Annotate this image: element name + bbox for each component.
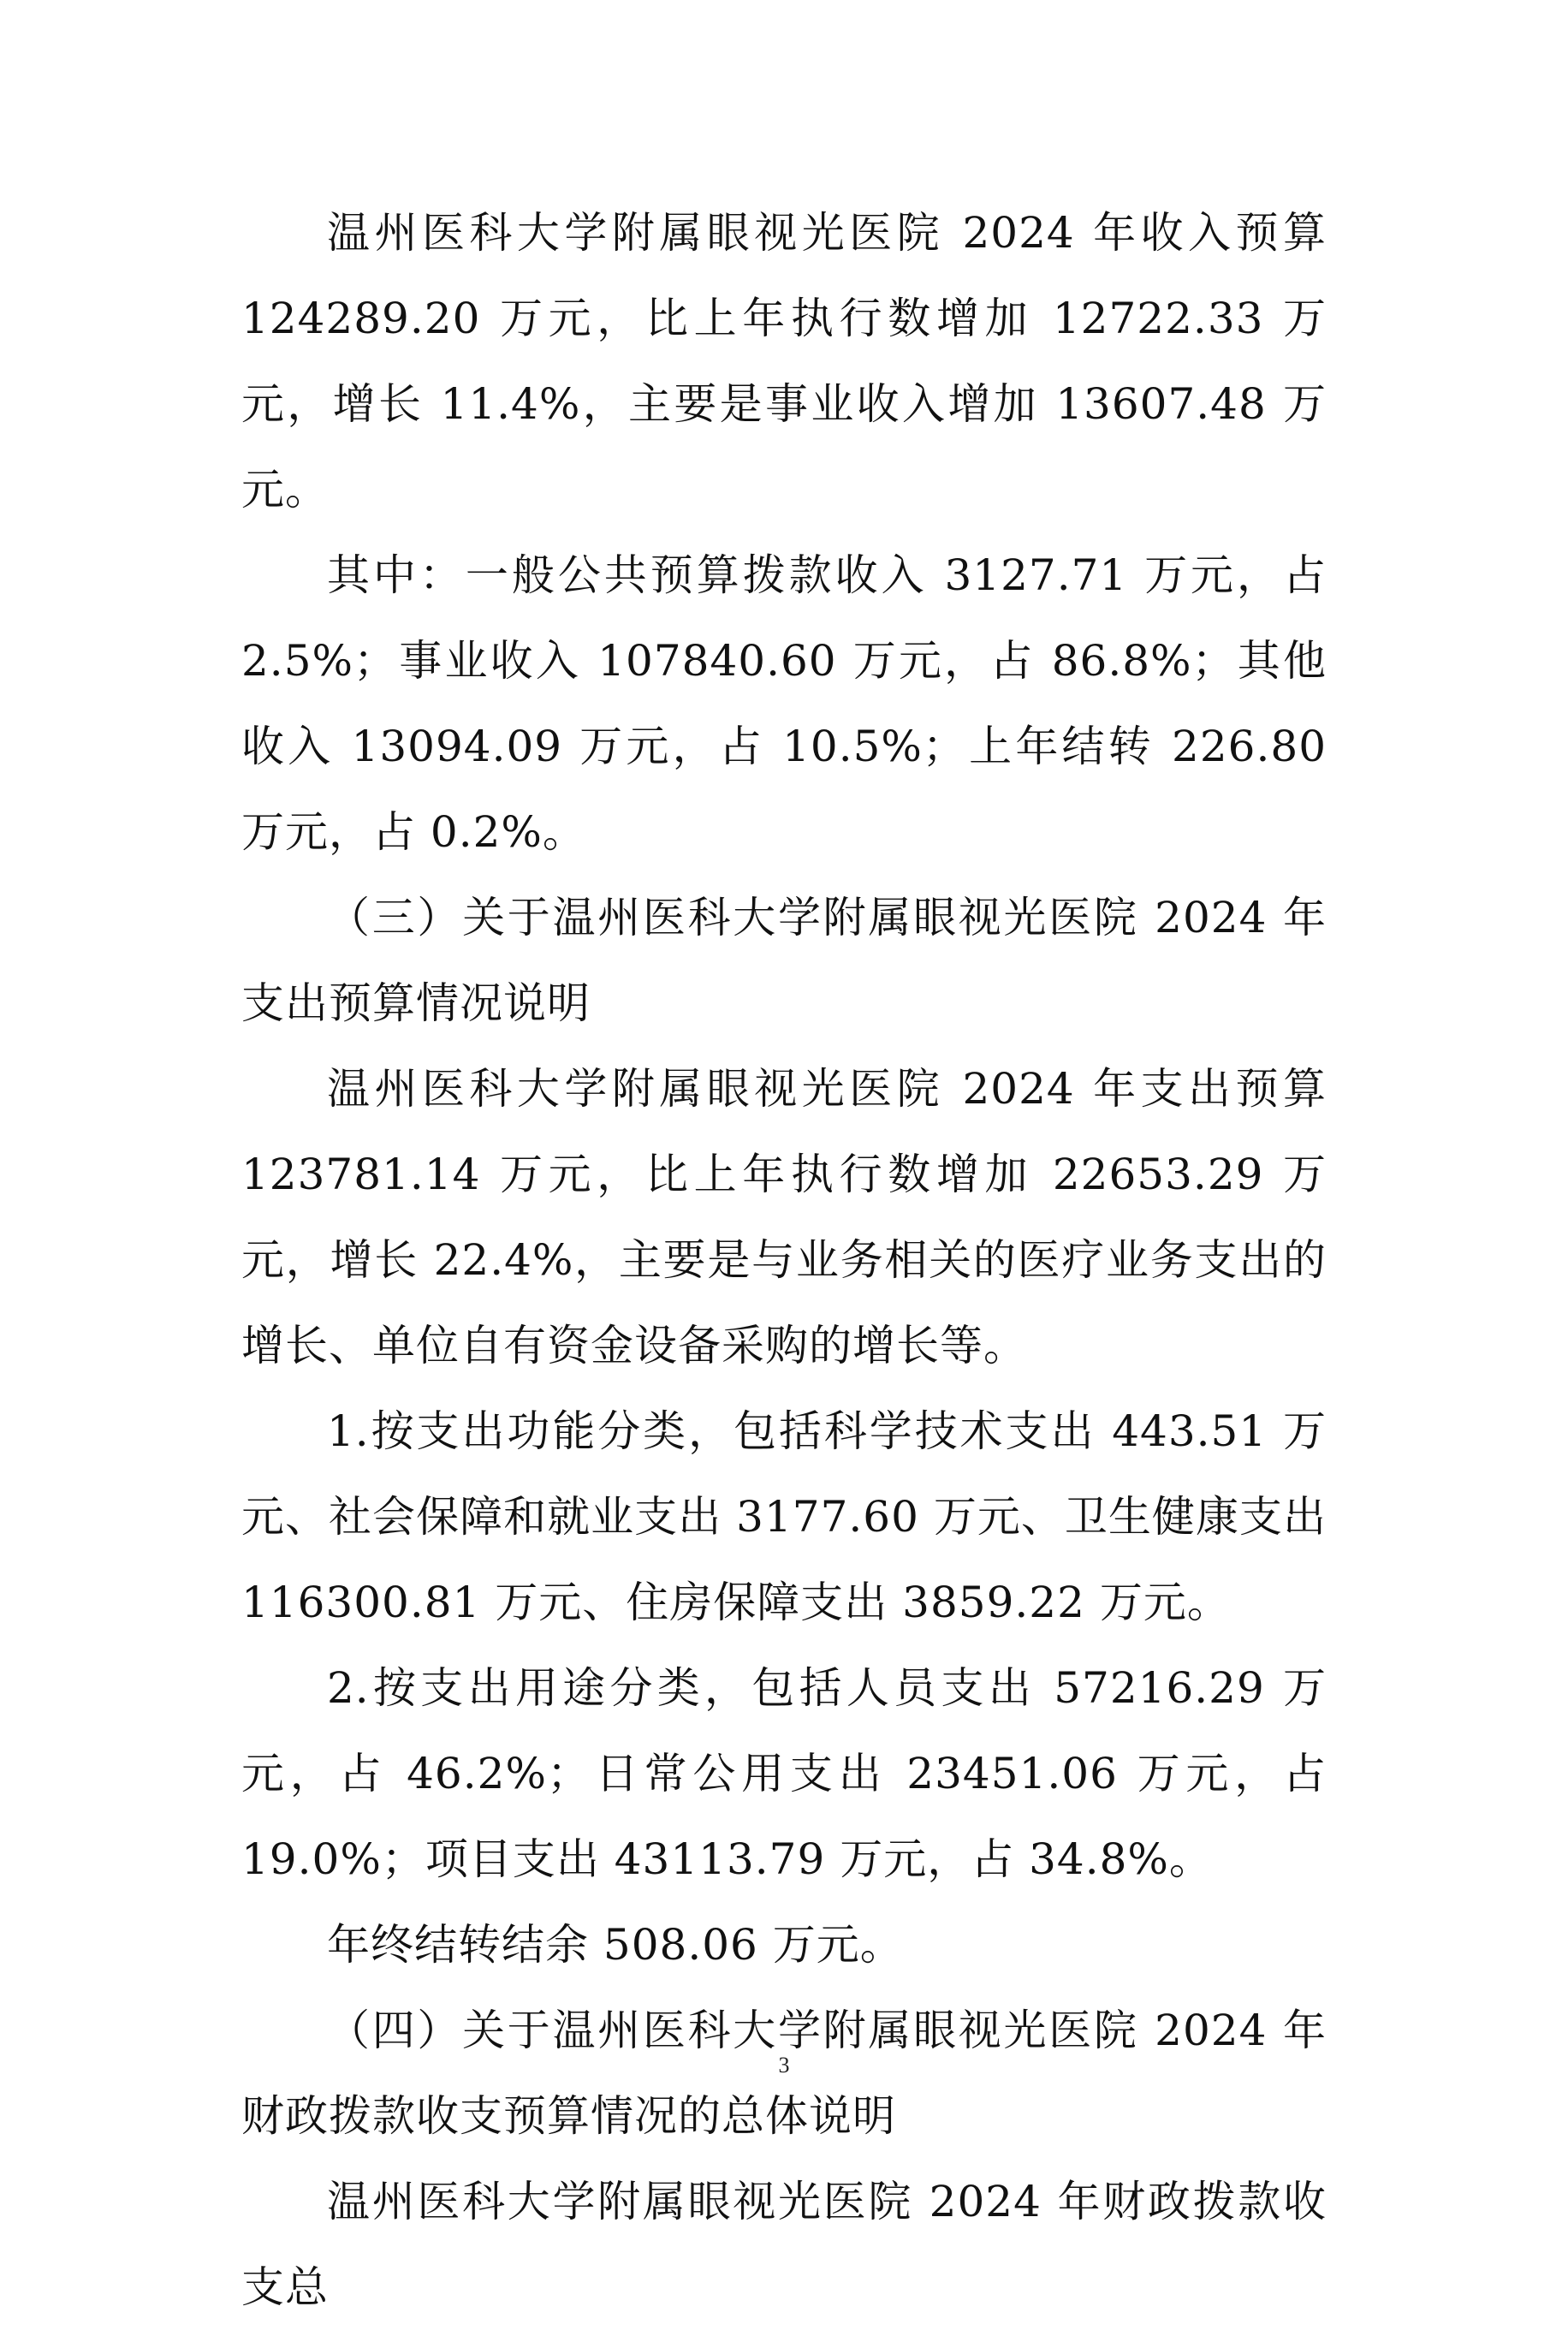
fiscal-appropriation-paragraph: 温州医科大学附属眼视光医院 2024 年财政拨款收支总 bbox=[241, 2177, 1327, 2312]
expenditure-budget-paragraph: 温州医科大学附属眼视光医院 2024 年支出预算 123781.14 万元，比上年执行数增加 22653.29 万元，增长 22.4%，主要是与业务相关的医疗业务支出的增长、单位自有资金设备采购的增长等。 bbox=[241, 1064, 1327, 1370]
year-end-balance-paragraph: 年终结转结余 508.06 万元。 bbox=[327, 1920, 904, 1970]
page-number: 3 bbox=[778, 2053, 790, 2077]
functional-classification-paragraph: 1.按支出功能分类，包括科学技术支出 443.51 万元、社会保障和就业支出 3177.60 万元、卫生健康支出 116300.81 万元、住房保障支出 3859.22 万元。 bbox=[241, 1406, 1327, 1627]
section-heading-fiscal-appropriation: （四）关于温州医科大学附属眼视光医院 2024 年财政拨款收支预算情况的总体说明 bbox=[241, 2006, 1327, 2141]
income-breakdown-paragraph: 其中：一般公共预算拨款收入 3127.71 万元，占 2.5%；事业收入 107840.60 万元，占 86.8%；其他收入 13094.09 万元，占 10.5%；上年结转 226.80 万元，占 0.2%。 bbox=[241, 550, 1327, 857]
income-budget-paragraph: 温州医科大学附属眼视光医院 2024 年收入预算 124289.20 万元，比上年执行数增加 12722.33 万元，增长 11.4%，主要是事业收入增加 13607.48 万元。 bbox=[241, 208, 1327, 514]
usage-classification-paragraph: 2.按支出用途分类，包括人员支出 57216.29 万元，占 46.2%；日常公用支出 23451.06 万元，占 19.0%；项目支出 43113.79 万元，占 34.8%。 bbox=[241, 1663, 1327, 1884]
body-text bbox=[241, 190, 1327, 2330]
section-heading-expenditure: （三）关于温州医科大学附属眼视光医院 2024 年支出预算情况说明 bbox=[241, 893, 1327, 1028]
